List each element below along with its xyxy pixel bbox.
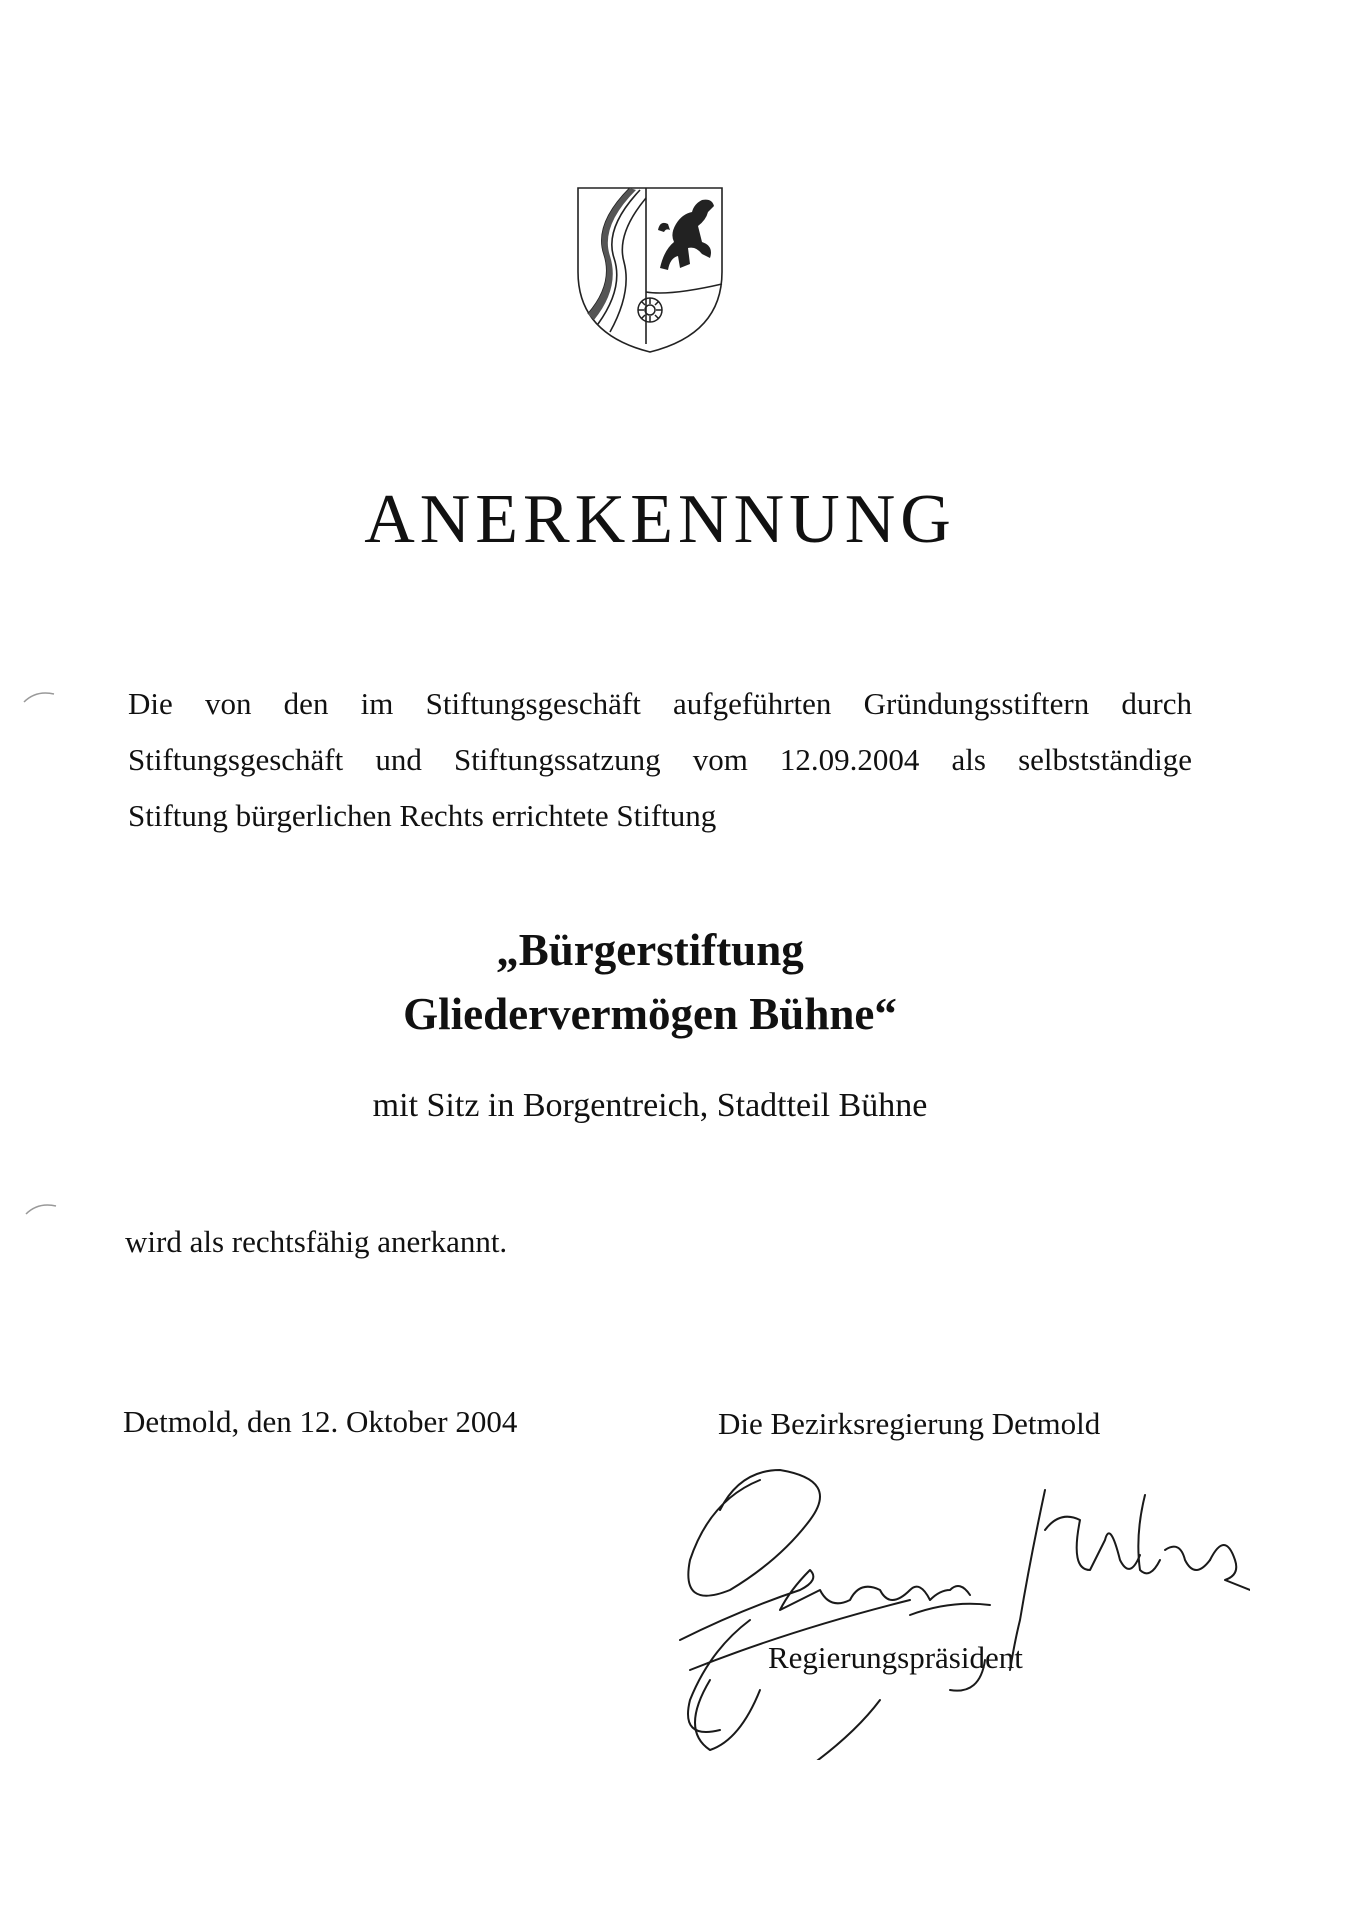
signatory-role: Regierungspräsident <box>768 1640 1023 1675</box>
intro-line: Die von den im Stiftungsgeschäft aufgeführten Gründungsstiftern durch <box>128 686 1192 721</box>
handwritten-signature <box>650 1440 1250 1760</box>
foundation-name <box>0 918 1300 1046</box>
margin-mark-icon <box>22 1198 62 1218</box>
document-title: ANERKENNUNG <box>364 481 956 558</box>
foundation-seat: mit Sitz in Borgentreich, Stadtteil Bühne <box>372 1087 928 1124</box>
foundation-name-line: Gliedervermögen Bühne“ <box>403 989 897 1039</box>
place-and-date: Detmold, den 12. Oktober 2004 <box>123 1404 518 1439</box>
issuing-authority: Die Bezirksregierung Detmold <box>718 1406 1101 1441</box>
intro-paragraph <box>128 676 1192 844</box>
nrw-coat-of-arms-icon <box>574 184 726 356</box>
intro-line: Stiftungsgeschäft und Stiftungssatzung vom 12.09.2004 als selbstständige <box>128 742 1192 777</box>
foundation-name-line: „Bürgerstiftung <box>496 925 804 975</box>
recognition-statement: wird als rechtsfähig anerkannt. <box>125 1224 508 1259</box>
intro-line: Stiftung bürgerlichen Rechts errichtete Stiftung <box>128 798 717 833</box>
margin-mark-icon <box>20 686 60 706</box>
